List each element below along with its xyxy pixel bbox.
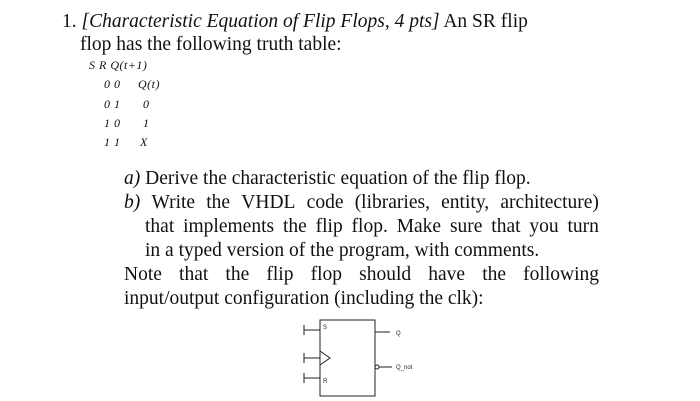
- inversion-bubble-icon: [375, 365, 379, 369]
- word: following: [523, 264, 599, 285]
- part-a-text: Derive the characteristic equation of the flip flop.: [140, 168, 531, 189]
- word: entity,: [441, 192, 490, 213]
- question-number: 1.: [62, 11, 77, 32]
- word: (libraries,: [354, 192, 430, 213]
- word: the: [225, 264, 250, 285]
- word: the: [206, 192, 231, 213]
- truth-table-row-sr: 0 1: [104, 97, 121, 111]
- truth-table-row-sr: 0 0: [104, 77, 121, 91]
- word: Write: [151, 192, 196, 213]
- word: flip: [266, 264, 294, 285]
- question-intro: An SR flip: [439, 11, 528, 32]
- truth-table-row-q: Q(t): [138, 77, 160, 91]
- qnot-label: Q_not: [396, 365, 413, 371]
- word: have: [428, 264, 466, 285]
- word: should: [359, 264, 412, 285]
- truth-table-row-sr: 1 0: [104, 116, 121, 130]
- note-line2: input/output configuration (including the clk):: [124, 288, 484, 309]
- truth-table-row-q: 1: [143, 116, 150, 130]
- part-a-label: a): [124, 168, 141, 189]
- truth-table-row-q: X: [140, 135, 148, 149]
- question-title: [Characteristic Equation of Flip Flops, 4 pts]: [81, 11, 440, 32]
- truth-table-row-q: 0: [143, 97, 150, 111]
- truth-table-row-sr: 1 1: [104, 135, 121, 149]
- word: architecture): [500, 192, 599, 213]
- part-b-line1: [124, 191, 599, 215]
- flip-flop-box: [320, 320, 375, 396]
- word: that: [179, 264, 209, 285]
- word: code: [306, 192, 344, 213]
- word: the: [282, 216, 307, 237]
- word: flip: [315, 216, 343, 237]
- r-label: R: [323, 379, 328, 385]
- q-label: Q: [396, 331, 401, 337]
- part-b-line2: [145, 215, 599, 239]
- word: Make: [396, 216, 442, 237]
- truth-table-header: S R Q(t+1): [89, 58, 148, 72]
- part-b-line3: in a typed version of the program, with comments.: [145, 240, 540, 261]
- word: flop: [310, 264, 342, 285]
- word: that: [491, 216, 521, 237]
- s-label: S: [323, 325, 328, 331]
- word: turn: [567, 216, 599, 237]
- word: flop.: [351, 216, 388, 237]
- question-heading: [62, 10, 528, 34]
- word: sure: [449, 216, 483, 237]
- word: Note: [124, 264, 162, 285]
- question-intro-line2: flop has the following truth table:: [80, 34, 342, 55]
- flip-flop-diagram: [300, 318, 440, 398]
- word: implements: [183, 216, 275, 237]
- clock-triangle-icon: [320, 351, 330, 365]
- word: VHDL: [241, 192, 296, 213]
- part-b-label: b): [124, 192, 141, 213]
- word: the: [482, 264, 507, 285]
- word: you: [529, 216, 559, 237]
- part-a: [124, 167, 531, 191]
- word: that: [145, 216, 175, 237]
- note-line1: [124, 263, 599, 287]
